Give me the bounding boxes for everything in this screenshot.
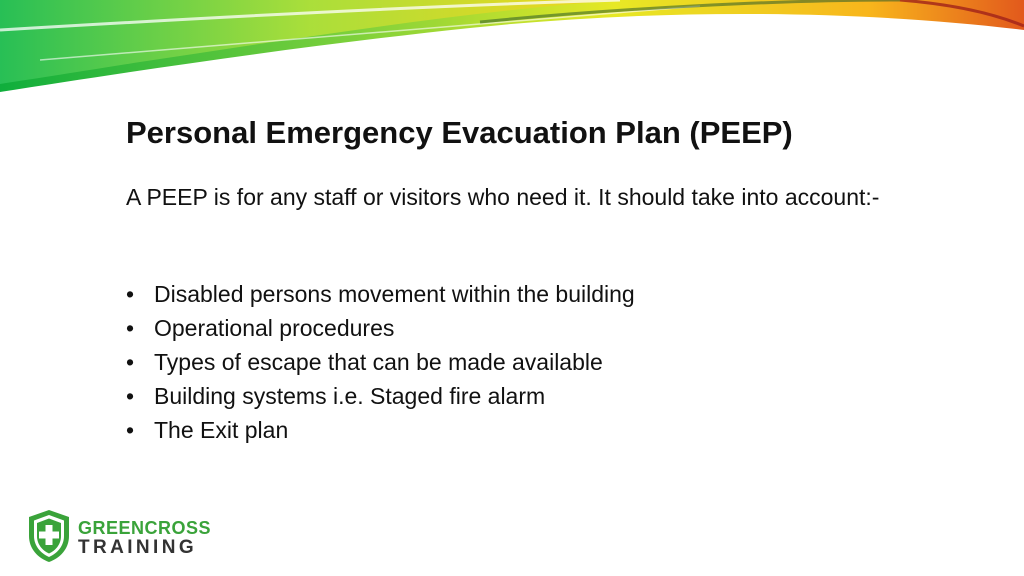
list-item-text: The Exit plan bbox=[154, 417, 289, 443]
intro-paragraph: A PEEP is for any staff or visitors who need it. It should take into account:- bbox=[126, 184, 880, 210]
list-item bbox=[126, 413, 635, 447]
bullet-icon: • bbox=[126, 315, 135, 341]
list-item bbox=[126, 379, 635, 413]
list-item-text: Operational procedures bbox=[154, 315, 395, 341]
list-item-text: Disabled persons movement within the building bbox=[154, 281, 635, 307]
list-item bbox=[126, 311, 635, 345]
decorative-swoosh bbox=[0, 0, 1024, 100]
list-item-text: Building systems i.e. Staged fire alarm bbox=[154, 383, 546, 409]
list-item bbox=[126, 277, 635, 311]
bullet-icon: • bbox=[126, 383, 135, 409]
bullet-icon: • bbox=[126, 417, 135, 443]
slide-title: Personal Emergency Evacuation Plan (PEEP) bbox=[126, 115, 793, 150]
list-item-text: Types of escape that can be made available bbox=[154, 349, 603, 375]
logo-text-greencross: GREENCROSS bbox=[78, 518, 212, 538]
bullet-icon: • bbox=[126, 281, 135, 307]
bullet-icon: • bbox=[126, 349, 135, 375]
shield-cross-icon bbox=[26, 508, 72, 564]
logo-text-training: TRAINING bbox=[78, 537, 198, 558]
bullet-list bbox=[126, 277, 635, 447]
list-item bbox=[126, 345, 635, 379]
greencross-training-logo bbox=[26, 508, 212, 566]
